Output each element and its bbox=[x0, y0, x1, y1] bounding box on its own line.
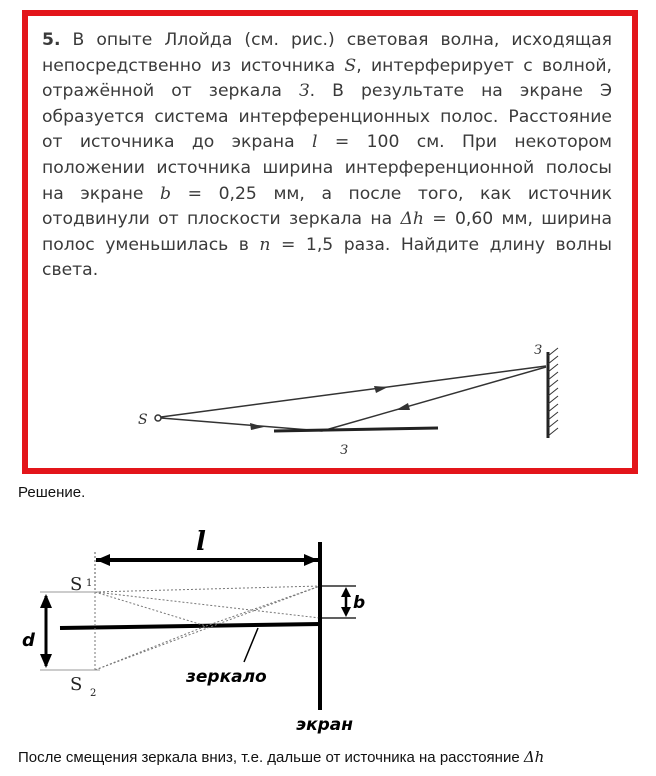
source-point bbox=[155, 415, 161, 421]
delta-h-math: Δh bbox=[523, 748, 545, 766]
mirror-label-2: зеркало bbox=[186, 667, 267, 687]
text-run: . В результате на экране Э образуется система интерференционных полос. Расстояние от источника до экрана bbox=[42, 81, 613, 153]
d-arrow-bottom bbox=[40, 654, 52, 668]
problem-statement bbox=[42, 28, 612, 284]
s1-label: S bbox=[70, 574, 83, 595]
d-arrow-top bbox=[40, 594, 52, 608]
math-symbol: З bbox=[298, 81, 310, 102]
direct-ray bbox=[161, 366, 546, 417]
solution-sentence: После смещения зеркала вниз, т.е. дальше от источника на расстояние bbox=[18, 749, 524, 766]
solution-text bbox=[18, 748, 544, 766]
reflected-ray bbox=[322, 367, 546, 431]
source-label: S bbox=[138, 412, 148, 428]
s2-subscript: 2 bbox=[90, 688, 97, 699]
text-run: = 100 см. При некотором положении источника ширина интерференционной полосы на экране bbox=[42, 132, 612, 204]
problem-box bbox=[22, 10, 638, 474]
incident-ray-arrow bbox=[250, 423, 264, 430]
problem-number: 5. bbox=[42, 30, 61, 50]
b-arrow-bottom bbox=[341, 607, 351, 617]
math-symbol: S bbox=[344, 55, 357, 76]
lloyd-setup-figure bbox=[104, 334, 584, 464]
d-label: d bbox=[22, 630, 35, 651]
b-arrow-top bbox=[341, 587, 351, 597]
math-symbol: b bbox=[160, 183, 172, 204]
math-symbol: Δh bbox=[400, 209, 424, 230]
incident-ray bbox=[161, 418, 322, 431]
l-arrow-right bbox=[304, 554, 318, 566]
text-run: = 1,5 раза. Найдите длину волны света. bbox=[42, 234, 612, 281]
mirror-line bbox=[60, 624, 320, 628]
problem-body bbox=[42, 30, 612, 280]
l-label: l bbox=[196, 527, 206, 557]
direct-ray-arrow bbox=[374, 386, 388, 393]
screen-label: З bbox=[534, 343, 543, 358]
text-run: = 0,60 мм, ширина полос уменьшилась в bbox=[42, 209, 612, 255]
reflected-ray-arrow bbox=[396, 403, 410, 410]
text-run: = 0,25 мм, а после того, как источник отодвинули от плоскости зеркала на bbox=[42, 183, 612, 230]
s2-label: S bbox=[70, 674, 83, 695]
math-symbol: n bbox=[259, 234, 271, 255]
b-label: b bbox=[353, 593, 366, 613]
mirror-label: З bbox=[340, 443, 349, 458]
l-arrow-left bbox=[96, 554, 110, 566]
mirror-leader bbox=[244, 628, 258, 662]
math-symbol: l bbox=[312, 132, 318, 153]
text-run: , интерферирует с волной, отражённой от зеркала bbox=[42, 55, 612, 102]
solution-diagram bbox=[0, 524, 656, 744]
text-run: В опыте Ллойда (см. рис.) световая волна, исходящая непосредственно из источника bbox=[42, 30, 612, 76]
s1-subscript: 1 bbox=[86, 578, 93, 589]
screen-label-2: экран bbox=[296, 715, 354, 735]
solution-heading: Решение. bbox=[18, 484, 86, 501]
